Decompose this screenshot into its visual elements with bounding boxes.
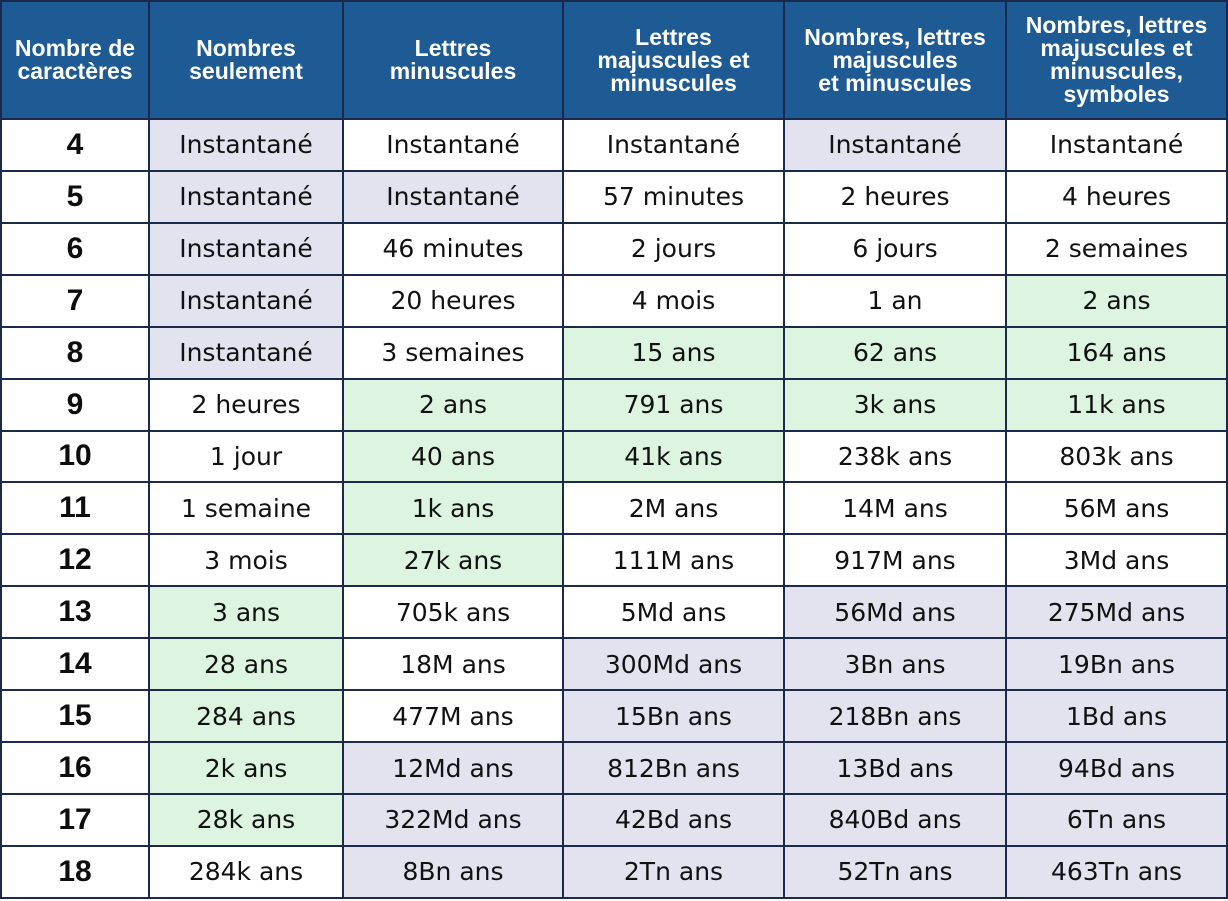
crack-time-cell: 15 ans bbox=[563, 327, 784, 379]
crack-time-cell: Instantané bbox=[149, 119, 343, 171]
header-upper-lower: Lettres majuscules et minuscules bbox=[563, 1, 784, 119]
character-count-cell: 8 bbox=[1, 327, 149, 379]
character-count-cell: 5 bbox=[1, 171, 149, 223]
table-row bbox=[1, 223, 1227, 275]
table-row bbox=[1, 431, 1227, 483]
crack-time-cell: 14M ans bbox=[784, 482, 1006, 534]
crack-time-cell: 3 semaines bbox=[343, 327, 563, 379]
crack-time-cell: 2 ans bbox=[1006, 275, 1227, 327]
crack-time-cell: 2 heures bbox=[784, 171, 1006, 223]
crack-time-cell: 40 ans bbox=[343, 431, 563, 483]
crack-time-cell: Instantané bbox=[149, 223, 343, 275]
crack-time-cell: 803k ans bbox=[1006, 431, 1227, 483]
crack-time-cell: 56M ans bbox=[1006, 482, 1227, 534]
crack-time-cell: 12Md ans bbox=[343, 742, 563, 794]
crack-time-cell: 111M ans bbox=[563, 534, 784, 586]
crack-time-cell: 6 jours bbox=[784, 223, 1006, 275]
character-count-cell: 4 bbox=[1, 119, 149, 171]
crack-time-cell: 8Bn ans bbox=[343, 846, 563, 898]
table-body bbox=[1, 119, 1227, 898]
crack-time-cell: 19Bn ans bbox=[1006, 638, 1227, 690]
table-row bbox=[1, 327, 1227, 379]
header-numbers-only: Nombres seulement bbox=[149, 1, 343, 119]
character-count-cell: 14 bbox=[1, 638, 149, 690]
table-row bbox=[1, 794, 1227, 846]
crack-time-cell: Instantané bbox=[563, 119, 784, 171]
crack-time-cell: Instantané bbox=[149, 171, 343, 223]
crack-time-cell: 13Bd ans bbox=[784, 742, 1006, 794]
crack-time-cell: 57 minutes bbox=[563, 171, 784, 223]
crack-time-cell: 18M ans bbox=[343, 638, 563, 690]
crack-time-cell: 238k ans bbox=[784, 431, 1006, 483]
character-count-cell: 9 bbox=[1, 379, 149, 431]
character-count-cell: 16 bbox=[1, 742, 149, 794]
table-header bbox=[1, 1, 1227, 119]
crack-time-cell: 2 ans bbox=[343, 379, 563, 431]
crack-time-cell: 20 heures bbox=[343, 275, 563, 327]
header-lowercase: Lettres minuscules bbox=[343, 1, 563, 119]
crack-time-cell: 322Md ans bbox=[343, 794, 563, 846]
crack-time-cell: 2 heures bbox=[149, 379, 343, 431]
crack-time-cell: 5Md ans bbox=[563, 586, 784, 638]
crack-time-cell: 1Bd ans bbox=[1006, 690, 1227, 742]
crack-time-cell: 3 ans bbox=[149, 586, 343, 638]
crack-time-cell: 3k ans bbox=[784, 379, 1006, 431]
crack-time-cell: 3Bn ans bbox=[784, 638, 1006, 690]
table-row bbox=[1, 482, 1227, 534]
table-row bbox=[1, 119, 1227, 171]
crack-time-cell: 28k ans bbox=[149, 794, 343, 846]
crack-time-cell: 1 semaine bbox=[149, 482, 343, 534]
crack-time-cell: 15Bn ans bbox=[563, 690, 784, 742]
table-row bbox=[1, 690, 1227, 742]
character-count-cell: 17 bbox=[1, 794, 149, 846]
table-row bbox=[1, 171, 1227, 223]
table-row bbox=[1, 275, 1227, 327]
crack-time-cell: 3Md ans bbox=[1006, 534, 1227, 586]
character-count-cell: 10 bbox=[1, 431, 149, 483]
character-count-cell: 13 bbox=[1, 586, 149, 638]
crack-time-cell: 463Tn ans bbox=[1006, 846, 1227, 898]
crack-time-cell: Instantané bbox=[149, 327, 343, 379]
header-numbers-upper-lower: Nombres, lettres majuscules et minuscules bbox=[784, 1, 1006, 119]
crack-time-cell: Instantané bbox=[149, 275, 343, 327]
table-row bbox=[1, 742, 1227, 794]
header-row bbox=[1, 1, 1227, 119]
crack-time-cell: 917M ans bbox=[784, 534, 1006, 586]
crack-time-cell: 52Tn ans bbox=[784, 846, 1006, 898]
character-count-cell: 7 bbox=[1, 275, 149, 327]
crack-time-cell: 27k ans bbox=[343, 534, 563, 586]
crack-time-cell: Instantané bbox=[343, 171, 563, 223]
table-row bbox=[1, 534, 1227, 586]
crack-time-cell: 275Md ans bbox=[1006, 586, 1227, 638]
crack-time-cell: 6Tn ans bbox=[1006, 794, 1227, 846]
character-count-cell: 15 bbox=[1, 690, 149, 742]
crack-time-cell: 2Tn ans bbox=[563, 846, 784, 898]
crack-time-cell: 3 mois bbox=[149, 534, 343, 586]
crack-time-cell: 284 ans bbox=[149, 690, 343, 742]
crack-time-cell: 705k ans bbox=[343, 586, 563, 638]
crack-time-cell: 4 heures bbox=[1006, 171, 1227, 223]
header-character-count: Nombre de caractères bbox=[1, 1, 149, 119]
crack-time-cell: 41k ans bbox=[563, 431, 784, 483]
crack-time-cell: 1 an bbox=[784, 275, 1006, 327]
crack-time-cell: 1 jour bbox=[149, 431, 343, 483]
header-numbers-upper-lower-symbols: Nombres, lettres majuscules et minuscules, symboles bbox=[1006, 1, 1227, 119]
character-count-cell: 6 bbox=[1, 223, 149, 275]
crack-time-cell: 46 minutes bbox=[343, 223, 563, 275]
crack-time-cell: 2 jours bbox=[563, 223, 784, 275]
crack-time-cell: 300Md ans bbox=[563, 638, 784, 690]
table-row bbox=[1, 846, 1227, 898]
crack-time-cell: 28 ans bbox=[149, 638, 343, 690]
crack-time-cell: 42Bd ans bbox=[563, 794, 784, 846]
crack-time-cell: 2M ans bbox=[563, 482, 784, 534]
crack-time-cell: Instantané bbox=[1006, 119, 1227, 171]
crack-time-cell: 11k ans bbox=[1006, 379, 1227, 431]
crack-time-cell: 2k ans bbox=[149, 742, 343, 794]
crack-time-cell: 94Bd ans bbox=[1006, 742, 1227, 794]
crack-time-cell: 164 ans bbox=[1006, 327, 1227, 379]
crack-time-cell: 62 ans bbox=[784, 327, 1006, 379]
crack-time-cell: 56Md ans bbox=[784, 586, 1006, 638]
character-count-cell: 11 bbox=[1, 482, 149, 534]
crack-time-cell: 2 semaines bbox=[1006, 223, 1227, 275]
crack-time-cell: 812Bn ans bbox=[563, 742, 784, 794]
character-count-cell: 12 bbox=[1, 534, 149, 586]
crack-time-cell: 840Bd ans bbox=[784, 794, 1006, 846]
table-row bbox=[1, 638, 1227, 690]
crack-time-cell: Instantané bbox=[784, 119, 1006, 171]
crack-time-cell: 4 mois bbox=[563, 275, 784, 327]
crack-time-cell: Instantané bbox=[343, 119, 563, 171]
crack-time-cell: 218Bn ans bbox=[784, 690, 1006, 742]
crack-time-cell: 477M ans bbox=[343, 690, 563, 742]
crack-time-cell: 791 ans bbox=[563, 379, 784, 431]
crack-time-cell: 284k ans bbox=[149, 846, 343, 898]
crack-time-cell: 1k ans bbox=[343, 482, 563, 534]
table-row bbox=[1, 586, 1227, 638]
table-row bbox=[1, 379, 1227, 431]
character-count-cell: 18 bbox=[1, 846, 149, 898]
